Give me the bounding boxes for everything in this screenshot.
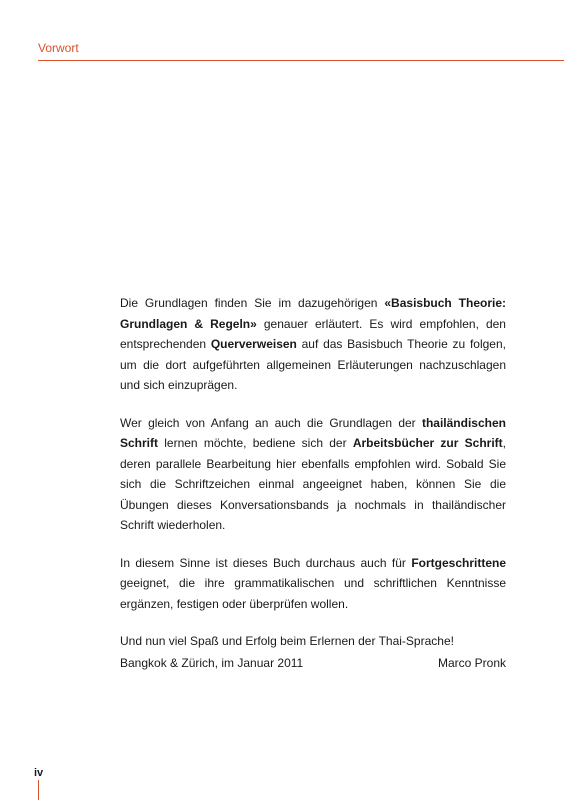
- text-run: Wer gleich von Anfang an auch die Grundlagen der: [120, 415, 422, 430]
- text-run: genauer erläutert. Es wird empfohlen, den entsprechenden: [120, 316, 506, 351]
- bold-querverweisen: Querverweisen: [210, 337, 297, 351]
- text-run: auf das Basisbuch Theorie zu folgen, um die dort aufgeführten allgemeinen Erläuterungen nachzuschlagen und sich einzuprägen.: [120, 337, 506, 392]
- text-run: geeignet, die ihre grammatikalischen und schriftlichen Kenntnisse ergänzen, festigen oder überprüfen wollen.: [120, 576, 506, 611]
- text-run: lernen möchte, bediene sich der: [158, 436, 353, 450]
- author-name: Marco Pronk: [437, 656, 506, 670]
- text-run: Die Grundlagen finden Sie im dazugehörigen: [120, 296, 385, 310]
- signature-line: [120, 653, 506, 673]
- preface-body: [120, 293, 506, 669]
- section-title: Vorwort: [38, 41, 79, 55]
- bold-workbooks: Arbeitsbücher zur Schrift: [352, 436, 503, 450]
- paragraph-fortgeschrittene: [120, 553, 506, 615]
- place-date: Bangkok & Zürich, im Januar 2011: [120, 656, 304, 670]
- bold-thai-script: thailändischen Schrift: [120, 415, 506, 450]
- text-run: , deren parallele Bearbeitung hier ebenfalls empfohlen wird. Sobald Sie sich die Schriftzeichen einmal angeeignet haben, können Sie die Übungen dieses Konversationsbands ja nochmals in thailändischer Schrift wiederholen.: [120, 436, 506, 532]
- header-divider: [38, 60, 564, 61]
- page-number: iv: [34, 767, 44, 779]
- paragraph-closing: Und nun viel Spaß und Erfolg beim Erlernen der Thai-Sprache!: [120, 634, 454, 648]
- paragraph-basisbuch: [120, 293, 506, 396]
- text-run: In diesem Sinne ist dieses Buch durchaus auch für: [120, 555, 412, 570]
- paragraph-schrift: [120, 413, 506, 536]
- bold-advanced: Fortgeschrittene: [411, 555, 506, 570]
- bold-book-title: «Basisbuch Theorie: Grundlagen & Regeln»: [120, 296, 506, 331]
- footer-accent-mark: [38, 780, 39, 800]
